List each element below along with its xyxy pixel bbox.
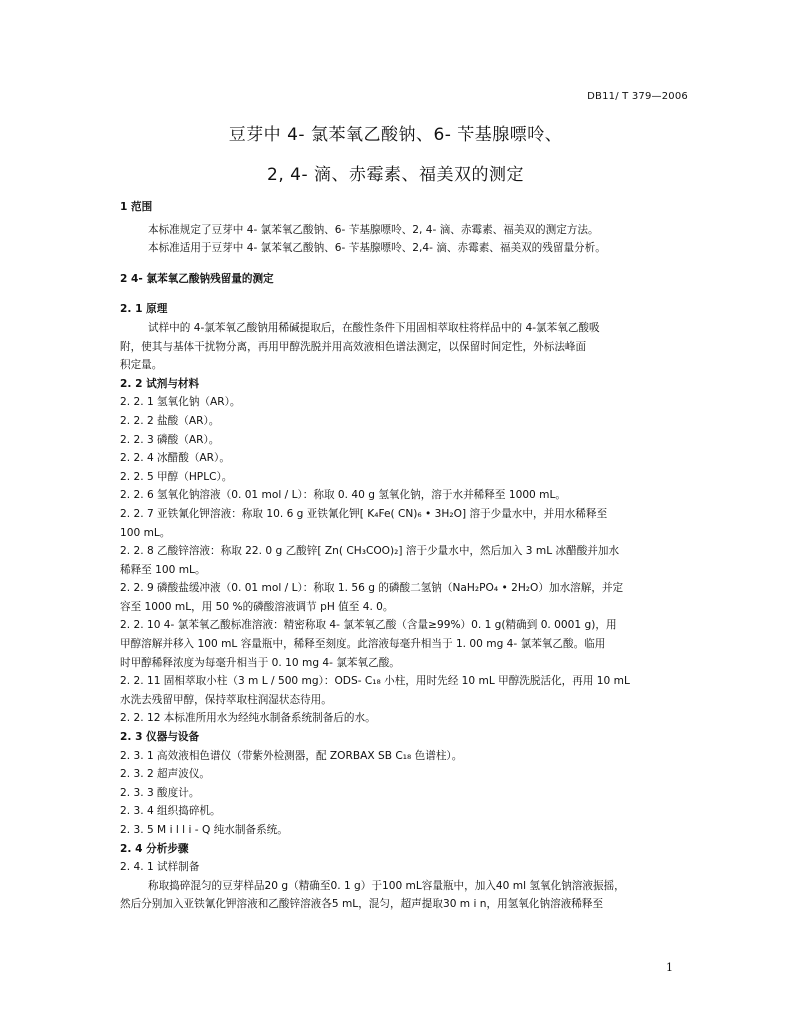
reagent-item: 2. 2. 9 磷酸盐缓冲液（0. 01 mol / L）：称取 1. 56 g 的磷酸二氢钠（NaH₂PO₄ • 2H₂O）加水溶解，并定 (120, 582, 624, 595)
reagent-item: 2. 2. 2 盐酸（AR）。 (120, 414, 220, 427)
document-title-line-1: 豆芽中 4- 氯苯氧乙酸钠、6- 苄基腺嘌呤、 (228, 125, 563, 145)
paragraph: 本标准适用于豆芽中 4- 氯苯氧乙酸钠、6- 苄基腺嘌呤、2,4- 滴、赤霉素、福美双的残留量分析。 (148, 242, 606, 255)
reagent-item: 2. 2. 5 甲醇（HPLC）。 (120, 470, 233, 483)
reagent-item-continued: 容至 1000 mL，用 50 %的磷酸溶液调节 pH 值至 4. 0。 (120, 600, 394, 613)
subsection-heading-equipment: 2. 3 仪器与设备 (120, 731, 200, 744)
reagent-item-continued: 水洗去残留甲醇，保持萃取柱润湿状态待用。 (120, 693, 332, 706)
subsubsection-heading-sample-prep: 2. 4. 1 试样制备 (120, 861, 200, 874)
reagent-item-continued: 稀释至 100 mL。 (120, 563, 206, 576)
reagent-item: 2. 2. 7 亚铁氰化钾溶液：称取 10. 6 g 亚铁氰化钾[ K₄Fe( CN)₆ • 3H₂O] 溶于少量水中，并用水稀释至 (120, 507, 608, 520)
reagent-item-continued: 时甲醇稀释浓度为每毫升相当于 0. 10 mg 4- 氯苯氧乙酸。 (120, 656, 400, 669)
document-title-line-2: 2, 4- 滴、赤霉素、福美双的测定 (267, 165, 524, 185)
document-body (120, 198, 684, 914)
equipment-item: 2. 3. 2 超声波仪。 (120, 768, 211, 781)
equipment-item: 2. 3. 5 M i l l i - Q 纯水制备系统。 (120, 824, 288, 836)
equipment-item: 2. 3. 1 高效液相色谱仪（带紫外检测器，配 ZORBAX SB C₁₈ 色谱柱）。 (120, 749, 463, 762)
paragraph: 积定量。 (120, 359, 163, 372)
reagent-item-continued: 甲醇溶解并移入 100 mL 容量瓶中，稀释至刻度。此溶液每毫升相当于 1. 00 mg 4- 氯苯氧乙酸。临用 (120, 638, 606, 651)
paragraph: 称取捣碎混匀的豆芽样品20 g（精确至0. 1 g）于100 mL容量瓶中，加入40 ml 氢氧化钠溶液振摇， (148, 879, 625, 892)
reagent-item: 2. 2. 12 本标准所用水为经纯水制备系统制备后的水。 (120, 712, 376, 725)
section-heading-4cpa: 2 4- 氯苯氧乙酸钠残留量的测定 (120, 272, 274, 285)
standard-code: DB11/ T 379—2006 (587, 91, 688, 102)
paragraph: 然后分别加入亚铁氰化钾溶液和乙酸锌溶液各5 mL，混匀，超声提取30 m i n，用氢氧化钠溶液稀释至 (120, 898, 604, 911)
reagent-item: 2. 2. 11 固相萃取小柱（3 m L / 500 mg）：ODS- C₁₈ 小柱，用时先经 10 mL 甲醇洗脱活化，再用 10 mL (120, 675, 630, 688)
page-number: 1 (666, 961, 673, 974)
reagent-item: 2. 2. 6 氢氧化钠溶液（0. 01 mol / L）：称取 0. 40 g 氢氧化钠，溶于水并稀释至 1000 mL。 (120, 489, 566, 502)
reagent-item: 2. 2. 10 4- 氯苯氧乙酸标准溶液：精密称取 4- 氯苯氧乙酸（含量≥99%）0. 1 g(精确到 0. 0001 g)，用 (120, 619, 617, 632)
reagent-item: 2. 2. 3 磷酸（AR）。 (120, 433, 220, 446)
paragraph: 附，使其与基体干扰物分离，再用甲醇洗脱并用高效液相色谱法测定，以保留时间定性，外标法峰面 (120, 340, 587, 353)
reagent-item: 2. 2. 1 氢氧化钠（AR）。 (120, 396, 241, 409)
reagent-item: 2. 2. 4 冰醋酸（AR）。 (120, 452, 230, 465)
equipment-item: 2. 3. 3 酸度计。 (120, 786, 200, 799)
reagent-item-continued: 100 mL。 (120, 526, 171, 539)
subsection-heading-principle: 2. 1 原理 (120, 303, 168, 316)
equipment-item: 2. 3. 4 组织捣碎机。 (120, 805, 221, 818)
subsection-heading-procedure: 2. 4 分析步骤 (120, 842, 189, 855)
subsection-heading-reagents: 2. 2 试剂与材料 (120, 377, 200, 390)
paragraph: 本标准规定了豆芽中 4- 氯苯氧乙酸钠、6- 苄基腺嘌呤、2, 4- 滴、赤霉素、福美双的测定方法。 (148, 223, 599, 236)
reagent-item: 2. 2. 8 乙酸锌溶液：称取 22. 0 g 乙酸锌[ Zn( CH₃COO)₂] 溶于少量水中，然后加入 3 mL 冰醋酸并加水 (120, 545, 620, 558)
paragraph: 试样中的 4-氯苯氧乙酸钠用稀碱提取后，在酸性条件下用固相萃取柱将样品中的 4-氯苯氧乙酸吸 (148, 321, 600, 334)
section-heading-scope: 1 范围 (120, 201, 153, 213)
